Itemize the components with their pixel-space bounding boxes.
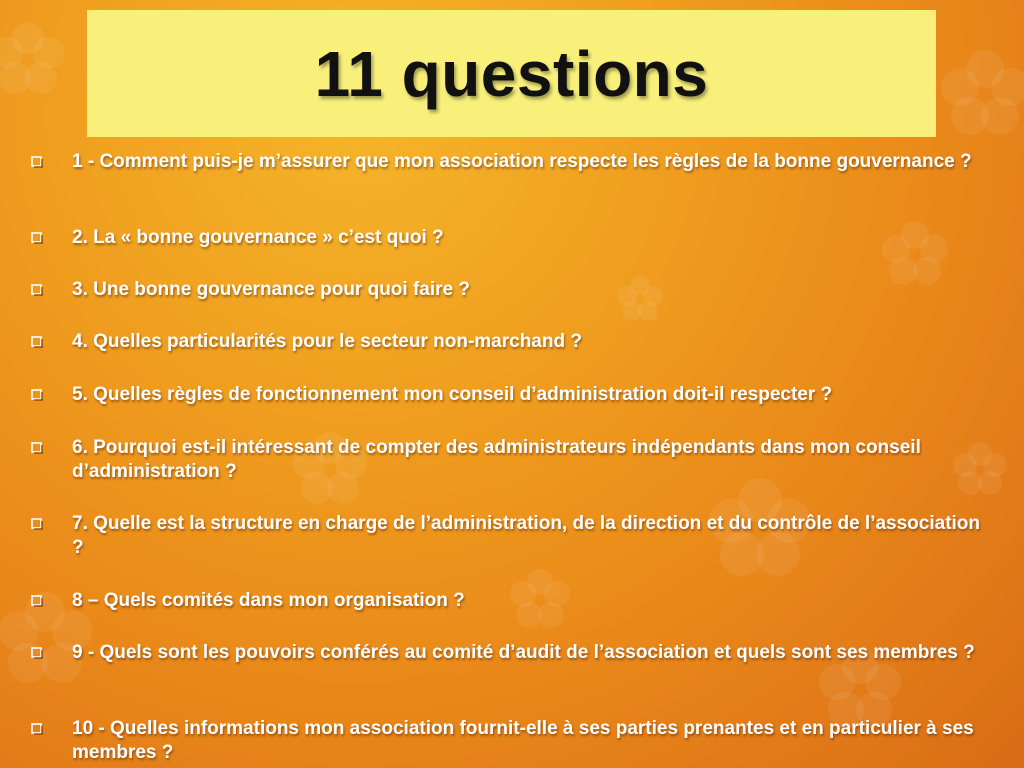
list-item (30, 641, 990, 717)
square-outline-bullet-icon (30, 335, 44, 349)
list-item (30, 717, 990, 765)
question-text: 9 - Quels sont les pouvoirs conférés au comité d’audit de l’association et quels sont ses membres ? (72, 642, 975, 663)
question-text: 2. La « bonne gouvernance » c’est quoi ? (72, 227, 444, 248)
title-banner (87, 10, 936, 137)
list-item (30, 512, 990, 589)
question-text: 8 – Quels comités dans mon organisation ? (72, 590, 465, 611)
question-text: 4. Quelles particularités pour le secteur non-marchand ? (72, 331, 582, 352)
list-item (30, 226, 990, 278)
list-item (30, 436, 990, 512)
square-outline-bullet-icon (30, 722, 44, 736)
question-text: 10 - Quelles informations mon association fournit-elle à ses parties prenantes et en particulier à ses membres ? (72, 718, 974, 763)
square-outline-bullet-icon (30, 388, 44, 402)
slide-title: 11 questions (314, 37, 709, 110)
list-item (30, 150, 990, 226)
list-item (30, 278, 990, 330)
square-outline-bullet-icon (30, 594, 44, 608)
list-item (30, 383, 990, 436)
list-item (30, 589, 990, 641)
square-outline-bullet-icon (30, 155, 44, 169)
square-outline-bullet-icon (30, 441, 44, 455)
question-text: 3. Une bonne gouvernance pour quoi faire ? (72, 279, 470, 300)
square-outline-bullet-icon (30, 646, 44, 660)
square-outline-bullet-icon (30, 231, 44, 245)
question-text: 1 - Comment puis-je m’assurer que mon association respecte les règles de la bonne gouvernance ? (72, 151, 972, 172)
square-outline-bullet-icon (30, 283, 44, 297)
question-text: 6. Pourquoi est-il intéressant de compter des administrateurs indépendants dans mon conseil d’administration ? (72, 437, 921, 482)
questions-list (30, 150, 990, 765)
list-item (30, 330, 990, 383)
question-text: 7. Quelle est la structure en charge de l’administration, de la direction et du contrôle de l’association ? (72, 513, 981, 558)
question-text: 5. Quelles règles de fonctionnement mon conseil d’administration doit-il respecter ? (72, 384, 833, 405)
square-outline-bullet-icon (30, 517, 44, 531)
